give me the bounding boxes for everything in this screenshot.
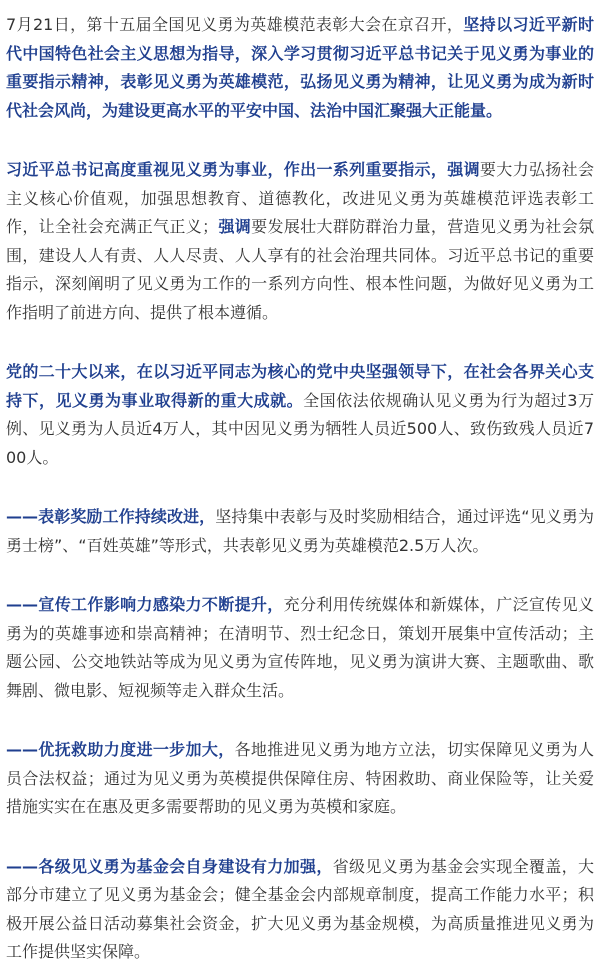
emphasis-run: ——表彰奖励工作持续改进， [6, 507, 216, 526]
emphasis-run: 党的二十大以来，在以习近平同志为核心的党中央坚强领导下，在社会各界关心支持下，见义勇为事业取得新的重大成就。 [6, 362, 594, 410]
emphasis-run: 坚持以习近平新时代中国特色社会主义思想为指导，深入学习贯彻习近平总书记关于见义勇为事业的重要指示精神，表彰见义勇为英雄模范，弘扬见义勇为精神，让见义勇为成为新时代社会风尚，为建设更高水平的平安中国、法治中国汇聚强大正能量。 [6, 15, 594, 120]
text-run: 全国依法依规确认见义勇为行为超过3万例、见义勇为人员近4万人，其中因见义勇为牺牲人员近500人、致伤致残人员近700人。 [6, 390, 594, 467]
paragraph-foundations [6, 853, 594, 967]
text-run: 充分利用传统媒体和新媒体，广泛宣传见义勇为的英雄事迹和崇高精神；在清明节、烈士纪念日，策划开展集中宣传活动；主题公园、公交地铁站等成为见义勇为宣传阵地，见义勇为演讲大赛、主题歌曲、歌舞剧、微电影、短视频等走入群众生活。 [6, 595, 594, 700]
text-run: 各地推进见义勇为地方立法，切实保障见义勇为人员合法权益；通过为见义勇为英模提供保障住房、特困救助、商业保险等，让关爱措施实实在在惠及更多需要帮助的见义勇为英模和家庭。 [6, 740, 594, 816]
text-run: 要发展壮大群防群治力量，营造见义勇为社会氛围，建设人人有责、人人尽责、人人享有的社会治理共同体。习近平总书记的重要指示，深刻阐明了见义勇为工作的一系列方向性、根本性问题，为做好见义勇为工作指明了前进方向、提供了根本遵循。 [6, 217, 594, 322]
paragraph-achievements [6, 358, 594, 472]
paragraph-relief [6, 736, 594, 822]
text-run: 要大力弘扬社会主义核心价值观，加强思想教育、道德教化，改进见义勇为英雄模范评选表彰工作，让全社会充满正气正义； [6, 160, 594, 236]
emphasis-run: 习近平总书记高度重视见义勇为事业，作出一系列重要指示， [6, 160, 448, 179]
text-run: 坚持集中表彰与及时奖励相结合，通过评选“见义勇为勇士榜”、“百姓英雄”等形式，共表彰见义勇为英雄模范2.5万人次。 [6, 507, 594, 555]
text-run: 省级见义勇为基金会实现全覆盖，大部分市建立了见义勇为基金会；健全基金会内部规章制度，提高工作能力水平；积极开展公益日活动募集社会资金，扩大见义勇为基金规模，为高质量推进见义勇为工作提供坚实保障。 [6, 856, 594, 961]
emphasis-run: 强调 [218, 217, 252, 236]
text-run: 7月21日，第十五届全国见义勇为英雄模范表彰大会在京召开， [6, 15, 464, 34]
paragraph-publicity [6, 591, 594, 705]
paragraph-commendation [6, 503, 594, 560]
emphasis-run: ——宣传工作影响力感染力不断提升， [6, 595, 284, 614]
paragraph-instructions [6, 156, 594, 327]
paragraph-intro [6, 11, 594, 125]
emphasis-run: ——各级见义勇为基金会自身建设有力加强， [6, 856, 333, 876]
emphasis-run: 强调 [447, 160, 480, 179]
emphasis-run: ——优抚救助力度进一步加大， [6, 740, 235, 759]
